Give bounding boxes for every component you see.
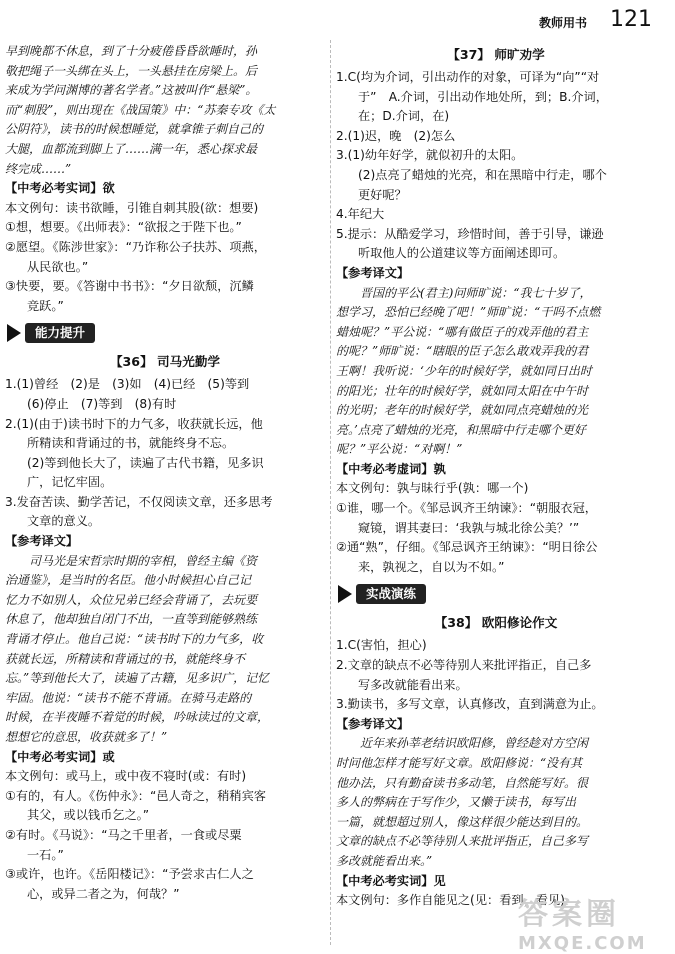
passage-continuation (5, 42, 325, 179)
section-title: 【37】 师旷劝学 (447, 47, 545, 62)
translation-line: 文章的缺点不必等待别人来批评指正，自己多写 (336, 834, 589, 849)
answer-line: (2)等到他长大了，读遍了古代书籍，见多识 (27, 455, 264, 470)
translation-line: 忆力不如别人，众位兄弟已经会背诵了，去玩要 (5, 592, 258, 607)
translation-line: 获就长远，所精读和背诵过的书，就能终身不 (5, 651, 246, 666)
translation-line: 亮。’点亮了蜡烛的光亮，和黑暗中行走哪个更好 (336, 422, 586, 437)
text-line: 窥镜，谓其妻曰：‘我孰与城北徐公美？’” (358, 520, 580, 535)
text-line: ③或许，也许。《岳阳楼记》：“予尝求古仁人之 (5, 867, 254, 882)
text-line: ③快要，要。《答谢中书书》：“夕日欲颓，沉鳞 (5, 279, 254, 294)
answer-line: 2.(1)(由于)读书时下的力气多，收获就长远，他 (5, 416, 263, 431)
vocab-label: 【中考必考实词】或 (5, 749, 115, 764)
vocab-label: 【中考必考实词】欲 (5, 181, 115, 196)
left-column (5, 42, 325, 904)
translation-label: 【参考译文】 (336, 265, 410, 280)
text-line: 本文例句：多作自能见之(见：看到，看见) (336, 893, 565, 908)
section-title: 【36】 司马光勤学 (109, 354, 221, 370)
translation-line: 忘。”等到他长大了，读遍了古籍，见多识广，记忆 (5, 671, 270, 686)
text-line: ①想，想要。《出师表》：“欲报之于陛下也。” (5, 220, 242, 235)
answer-line: 文章的意义。 (27, 514, 101, 529)
translation-line: 一篇，就想超过别人，像这样很少能达到目的。 (336, 814, 589, 829)
translation-line: 时问他怎样才能写好文章。欧阳修说：“没有其 (336, 756, 583, 770)
text-line: 从民欲也。” (27, 259, 89, 274)
answer-line: 1.C(均为介词，引出动作的对象，可译为“向”“对 (336, 70, 600, 84)
text-line: 早到晚都不休息，到了十分疲倦昏昏欲睡时，孙 (5, 44, 258, 58)
answer-line: 2.(1)迟，晚 (2)怎么 (336, 128, 456, 143)
answer-line: 5.提示：从酷爱学习，珍惜时间，善于引导，谦逊 (336, 226, 604, 241)
answer-line: 所精读和背诵过的书，就能终身不忘。 (27, 436, 235, 451)
text-line: 竞跃。” (27, 298, 64, 313)
translation-line: 休息了，他却独自闭门不出，一直等到能够熟练 (5, 612, 258, 627)
section-38 (336, 613, 656, 910)
watermark-line: MXQE.COM (518, 933, 647, 954)
watermark-line: 答案圈 (518, 897, 620, 932)
translation-line: 晋国的平公(君主)问师旷说：“我七十岁了， (360, 285, 592, 300)
section-banner-ability (5, 322, 325, 346)
right-column (336, 42, 656, 911)
translation-line: 想学习，恐怕已经晚了吧！”师旷说：“干吗不点燃 (336, 305, 601, 320)
text-line: 来成为学问渊博的著名学者。”这被叫作“悬梁”。 (5, 83, 258, 98)
answer-line: 1.C(害怕，担心) (336, 638, 427, 653)
text-line: ①有的，有人。《伤仲永》：“邑人奇之，稍稍宾客 (5, 788, 266, 803)
translation-line: 的光明；老年的时候好学，就如同点亮蜡烛的光 (336, 403, 589, 418)
text-line: 一石。” (27, 847, 64, 862)
answer-line: 4.年纪大 (336, 207, 385, 222)
vocab-block-yu (5, 179, 325, 316)
answer-line: 听取他人的公道建议等方面阐述即可。 (358, 246, 566, 261)
translation-line: 治通鉴》，是当时的名臣。他小时候担心自己记 (5, 573, 252, 588)
text-line: 终完成……” (5, 161, 72, 176)
banner-arrow-icon (7, 324, 21, 342)
translation-label: 【参考译文】 (5, 534, 79, 549)
banner-label: 能力提升 (25, 323, 95, 343)
translation-line: 时候，在半夜睡不着觉的时候，吟咏读过的文章， (5, 710, 270, 725)
translation-line: 的呢？”师旷说：“瞎眼的臣子怎么敢戏弄我的君 (336, 344, 589, 359)
text-line: ②通“熟”，仔细。《邹忌讽齐王纳谏》：“明日徐公 (336, 540, 598, 555)
section-title: 【38】 欧阳修论作文 (434, 615, 558, 631)
translation-line: 近年来孙莘老结识欧阳修，曾经趁对方空闲 (360, 736, 589, 751)
function-word-label: 【中考必考虚词】孰 (336, 461, 446, 476)
banner-arrow-icon (338, 585, 352, 603)
answer-line: 写多改就能看出来。 (358, 677, 468, 692)
answer-line: 3.(1)幼年好学，就似初升的太阳。 (336, 148, 524, 163)
translation-line: 蜡烛呢？”平公说：“哪有做臣子的戏弄他的君主 (336, 324, 589, 339)
text-line: 而“刺股”，则出现在《战国策》中：“苏秦专攻《太 (5, 102, 276, 117)
watermark (518, 889, 663, 954)
text-line: 本文例句：或马上，或中夜不寝时(或：有时) (5, 769, 247, 784)
answer-line: 广，记忆牢固。 (27, 475, 113, 490)
translation-line: 背诵才停止。他自己说：“读书时下的力气多，收 (5, 632, 264, 647)
answer-line: 2.文章的缺点不必等待别人来批评指正，自己多 (336, 658, 592, 673)
text-line: ②愿望。《陈涉世家》：“乃诈称公子扶苏、项燕， (5, 239, 266, 254)
translation-line: 呢？”平公说：“对啊！” (336, 442, 463, 457)
text-line: 本文例句：读书欲睡，引锥自刺其股(欲：想要) (5, 200, 259, 215)
book-label: 教师用书 (538, 16, 587, 30)
section-36 (5, 352, 325, 904)
column-divider (330, 40, 331, 945)
text-line: 敬把绳子一头绑在头上，一头悬挂在房梁上。后 (5, 63, 258, 78)
translation-label: 【参考译文】 (336, 716, 410, 731)
text-line: 大腿，血都流到脚上了……满一年，悉心探求最 (5, 141, 258, 156)
translation-line: 王啊！我听说：‘少年的时候好学，就如同日出时 (336, 363, 592, 378)
section-37 (336, 45, 656, 577)
translation-line: 牢固。他说：“读书不能不背诵。在骑马走路的 (5, 690, 252, 705)
answer-line: 3.发奋苦读、勤学苦记，不仅阅读文章，还多思考 (5, 494, 273, 509)
answer-line: 于” A.介词，引出动作地处所，到；B.介词， (358, 89, 608, 104)
text-line: 公阴符》，读书的时候想睡觉，就拿锥子刺自己的 (5, 122, 264, 137)
translation-line: 多改就能看出来。” (336, 853, 433, 868)
text-line: 心，或异二者之为，何哉？” (27, 886, 180, 901)
answer-line: 3.勤读书，多写文章，认真修改，直到满意为止。 (336, 697, 604, 712)
translation-line: 的阳光；壮年的时候好学，就如同太阳在中午时 (336, 383, 589, 398)
text-line: ②有时。《马说》：“马之千里者，一食或尽粟 (5, 827, 242, 842)
text-line: 本文例句：孰与昧行乎(孰：哪一个) (336, 481, 529, 496)
section-banner-practice (336, 583, 656, 607)
answer-line: 在；D.介词，在) (358, 109, 450, 124)
answer-line: (2)点亮了蜡烛的光亮，和在黑暗中行走，哪个 (358, 167, 607, 182)
text-line: ①谁，哪一个。《邹忌讽齐王纳谏》：“朝服衣冠， (336, 501, 597, 516)
answer-line: 1.(1)曾经 (2)是 (3)如 (4)已经 (5)等到 (5, 377, 250, 392)
vocab-label: 【中考必考实词】见 (336, 873, 446, 888)
page-number: 121 (610, 7, 652, 32)
translation-line: 司马光是宋哲宗时期的宰相，曾经主编《资 (29, 553, 258, 568)
translation-line: 多人的弊病在于写作少，又懒于读书，每写出 (336, 795, 577, 810)
translation-line: 他办法，只有勤奋读书多动笔，自然能写好。很 (336, 775, 589, 790)
banner-label: 实战演练 (356, 584, 426, 604)
answer-line: (6)停止 (7)等到 (8)有时 (27, 396, 177, 411)
answer-line: 更好呢？ (358, 187, 407, 202)
text-line: 来，孰视之，自以为不如。” (358, 559, 505, 574)
translation-line: 想想它的意思，收获就多了！” (5, 730, 168, 744)
text-line: 其父，或以钱币乞之。” (27, 808, 150, 823)
